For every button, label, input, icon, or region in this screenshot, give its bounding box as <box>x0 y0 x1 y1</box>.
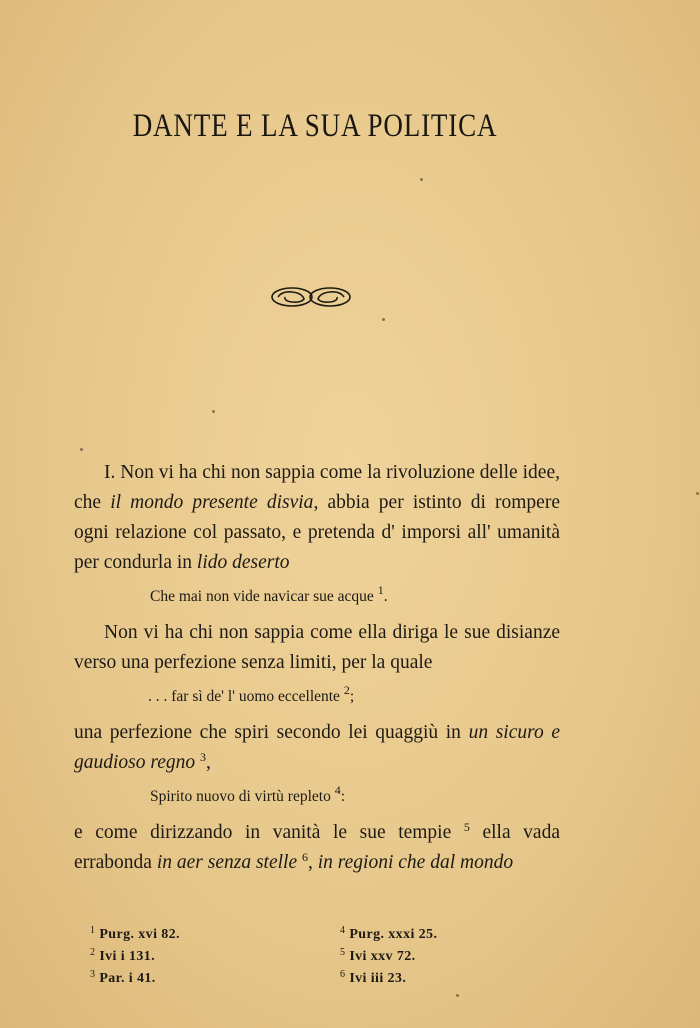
footnote: $^6$ Ivi iii 23. <box>340 969 407 986</box>
footnote-ref: 6 <box>301 850 308 864</box>
page-title: DANTE E LA SUA POLITICA <box>132 108 498 144</box>
verse-quote-3: Spirito nuovo di virtù repleto $^4$: <box>150 783 346 805</box>
italic-phrase: in aer senza stelle <box>156 852 298 873</box>
footnote: $^5$ Ivi xxv 72. <box>340 947 416 964</box>
footnote: $^4$ Purg. xxxi 25. <box>340 925 438 942</box>
paragraph-3: una perfezione che spiri secondo lei quaggiù in un sicuro e gaudioso regno $^3$, <box>74 722 560 773</box>
paper-speck <box>212 410 215 413</box>
paper-speck <box>456 994 459 997</box>
italic-phrase: in regioni che dal mondo <box>317 852 514 873</box>
paragraph-2: Non vi ha chi non sappia come ella diriga le sue disianze verso una perfezione senza limiti, per la quale <box>74 622 560 673</box>
italic-phrase: lido deserto <box>196 552 290 573</box>
paper-speck <box>382 318 385 321</box>
verse-quote-2: . . . far sì de' l' uomo eccellente $^2$; <box>148 683 355 705</box>
main-text <box>74 458 560 878</box>
footnotes-left-column <box>90 924 180 990</box>
footnote: $^3$ Par. i 41. <box>90 969 156 986</box>
footnote-ref: 5 <box>463 820 470 834</box>
paragraph-4: e come dirizzando in vanità le sue tempie $^5$ ella vada errabonda in aer senza stelle $^6$, in regioni che dal mondo <box>74 820 560 873</box>
footnotes-right-column <box>340 924 437 990</box>
scroll-ornament-icon <box>268 282 354 312</box>
footnote-ref: 2 <box>343 683 350 697</box>
verse-quote-1: Che mai non vide navicar sue acque $^1$. <box>150 583 388 605</box>
footnote-ref: 4 <box>334 783 341 797</box>
italic-phrase: il mondo presente disvia <box>110 492 314 513</box>
paper-speck <box>420 178 423 181</box>
footnote-ref: 1 <box>377 583 384 597</box>
paper-speck <box>80 448 83 451</box>
footnote: $^1$ Purg. xvi 82. <box>90 925 180 942</box>
footnote: $^2$ Ivi i 131. <box>90 947 156 964</box>
footnote-ref: 3 <box>200 750 207 764</box>
paragraph-1: I. Non vi ha chi non sappia come la rivoluzione delle idee, che il mondo presente disvia, abbia per istinto di rompere ogni relazione col passato, e pretenda d' imporsi all' umanità per condurla in lido deserto <box>74 462 560 573</box>
italic-phrase: un sicuro e gaudioso regno <box>74 722 560 773</box>
paper-speck <box>696 492 699 495</box>
